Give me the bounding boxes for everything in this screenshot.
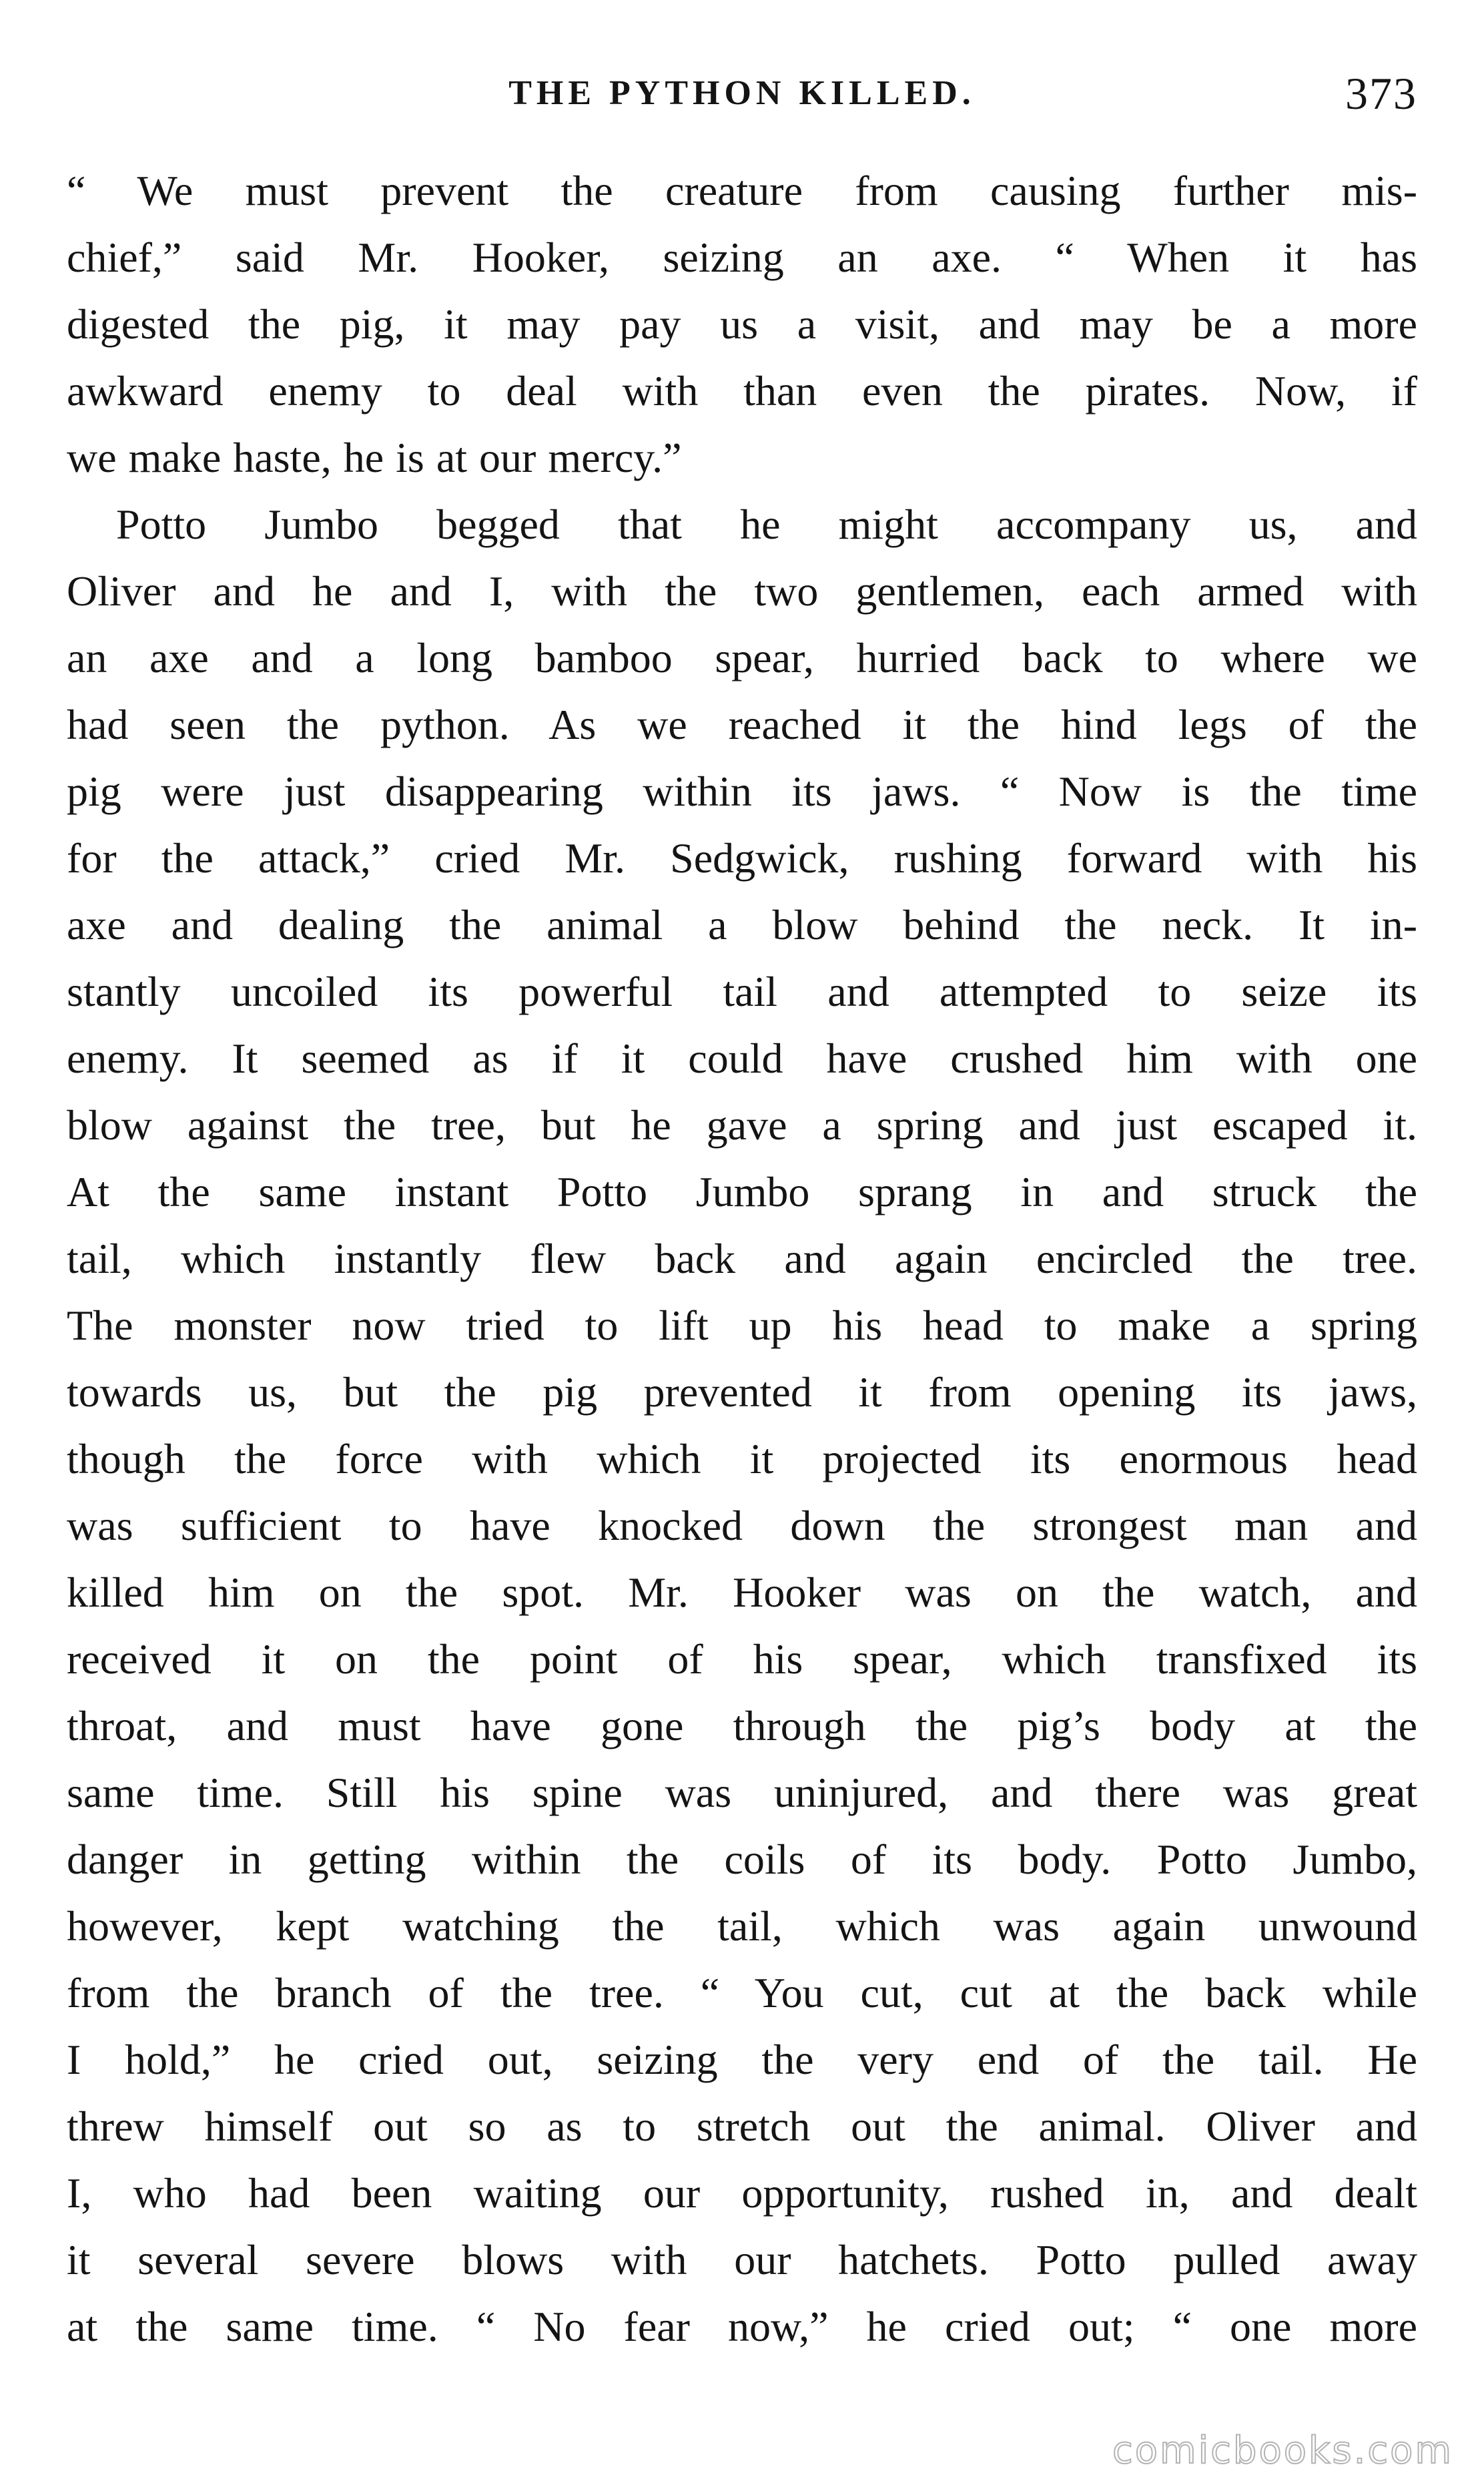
text-line: awkward enemy to deal with than even the pirates. Now, if — [67, 367, 1417, 414]
text-line: for the attack,” cried Mr. Sedgwick, rushing forward with his — [67, 834, 1417, 882]
text-line: I, who had been waiting our opportunity, rushed in, and dealt — [67, 2169, 1417, 2217]
text-line: had seen the python. As we reached it the hind legs of the — [67, 701, 1417, 748]
text-line: threw himself out so as to stretch out the animal. Oliver and — [67, 2103, 1417, 2150]
running-head — [67, 63, 1417, 123]
text-line: however, kept watching the tail, which was again unwound — [67, 1902, 1417, 1950]
text-line: At the same instant Potto Jumbo sprang in and struck the — [67, 1168, 1417, 1215]
text-line: an axe and a long bamboo spear, hurried back to where we — [67, 634, 1417, 681]
text-line: we make haste, he is at our mercy.” — [67, 434, 682, 481]
text-line: Oliver and he and I, with the two gentlemen, each armed with — [67, 567, 1417, 615]
text-line: The monster now tried to lift up his head to make a spring — [67, 1302, 1417, 1349]
body-text — [67, 158, 1417, 2360]
text-line: received it on the point of his spear, which transfixed its — [67, 1635, 1417, 1683]
text-line: digested the pig, it may pay us a visit, and may be a more — [67, 300, 1417, 348]
text-line: killed him on the spot. Mr. Hooker was on the watch, and — [67, 1569, 1417, 1616]
text-line: pig were just disappearing within its jaws. “ Now is the time — [67, 768, 1417, 815]
text-line: axe and dealing the animal a blow behind the neck. It in- — [67, 901, 1417, 948]
text-line: blow against the tree, but he gave a spring and just escaped it. — [67, 1101, 1417, 1149]
text-line: chief,” said Mr. Hooker, seizing an axe. “ When it has — [67, 234, 1417, 281]
text-line: though the force with which it projected its enormous head — [67, 1435, 1417, 1482]
text-line: “ We must prevent the creature from causing further mis- — [67, 167, 1417, 214]
text-line: stantly uncoiled its powerful tail and attempted to seize its — [67, 968, 1417, 1015]
text-line: tail, which instantly flew back and again encircled the tree. — [67, 1235, 1417, 1282]
text-line: from the branch of the tree. “ You cut, cut at the back while — [67, 1969, 1417, 2016]
text-line: at the same time. “ No fear now,” he cried out; “ one more — [67, 2303, 1417, 2350]
text-line: danger in getting within the coils of its body. Potto Jumbo, — [67, 1836, 1417, 1883]
running-title: THE PYTHON KILLED. — [508, 74, 976, 112]
text-line: same time. Still his spine was uninjured, and there was great — [67, 1769, 1417, 1816]
text-line: enemy. It seemed as if it could have crushed him with one — [67, 1035, 1417, 1082]
page-number: 373 — [1345, 68, 1417, 119]
watermark: comicbooks.com — [1112, 2429, 1453, 2472]
text-line: throat, and must have gone through the pig’s body at the — [67, 1702, 1417, 1749]
text-line: I hold,” he cried out, seizing the very end of the tail. He — [67, 2036, 1417, 2083]
text-line: Potto Jumbo begged that he might accompany us, and — [116, 501, 1417, 548]
text-line: towards us, but the pig prevented it from opening its jaws, — [67, 1368, 1417, 1416]
text-line: was sufficient to have knocked down the strongest man and — [67, 1502, 1417, 1549]
text-line: it several severe blows with our hatchets. Potto pulled away — [67, 2236, 1417, 2283]
